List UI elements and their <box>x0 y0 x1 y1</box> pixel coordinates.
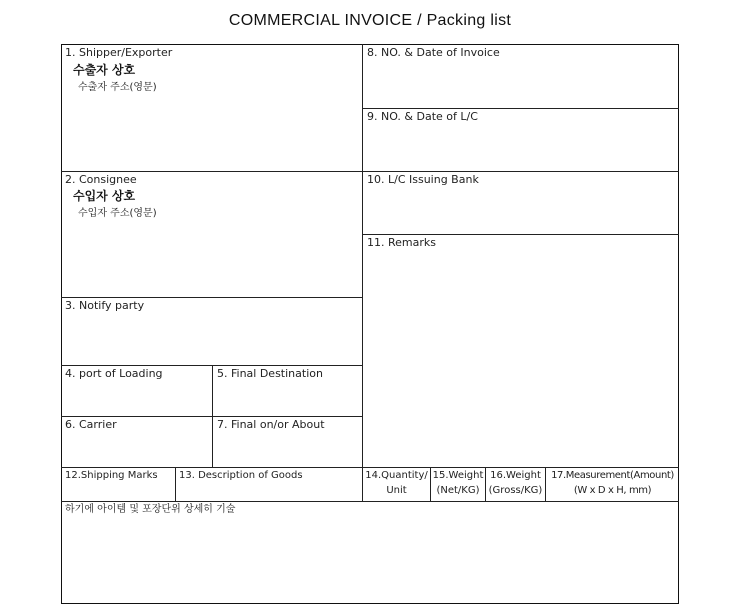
col-header-description: 13. Description of Goods <box>179 470 303 481</box>
lc-no-label: 9. NO. & Date of L/C <box>367 110 478 123</box>
col-header-measurement <box>546 469 679 497</box>
shipper-label: 1. Shipper/Exporter <box>65 46 173 59</box>
consignee-company: 수입자 상호 <box>73 189 136 203</box>
row-line-goods-header <box>61 467 679 468</box>
col-header-gross-weight-line1: 16.Weight <box>490 470 541 481</box>
col-header-gross-weight-line2: (Gross/KG) <box>488 485 543 496</box>
row-line-goods-body <box>61 501 679 502</box>
col-header-measurement-line1: 17.Measurement(Amount) <box>551 470 674 481</box>
invoice-no-label: 8. NO. & Date of Invoice <box>367 46 500 59</box>
col-divider-marks <box>175 468 176 502</box>
row-line-bank <box>362 234 679 235</box>
col-header-marks: 12.Shipping Marks <box>65 470 158 481</box>
col-header-measurement-line2: (W x D x H, mm) <box>573 485 652 496</box>
final-date-label: 7. Final on/or About <box>217 418 325 431</box>
col-header-quantity-line2: Unit <box>386 485 407 496</box>
remarks-label: 11. Remarks <box>367 236 436 249</box>
items-note: 하기에 아이템 및 포장단위 상세히 기술 <box>65 504 236 515</box>
carrier-label: 6. Carrier <box>65 418 117 431</box>
row-line-consignee <box>61 297 362 298</box>
shipper-company: 수출자 상호 <box>73 63 136 77</box>
col-header-quantity-line1: 14.Quantity/ <box>365 470 428 481</box>
loading-label: 4. port of Loading <box>65 367 163 380</box>
notify-label: 3. Notify party <box>65 299 145 312</box>
col-header-quantity <box>363 469 430 497</box>
shipper-address: 수출자 주소(영문) <box>78 82 157 93</box>
row-line-notify <box>61 365 362 366</box>
col-header-net-weight <box>431 469 485 497</box>
col-header-net-weight-line2: (Net/KG) <box>436 485 480 496</box>
consignee-label: 2. Consignee <box>65 173 137 186</box>
consignee-address: 수입자 주소(영문) <box>78 208 157 219</box>
col-header-gross-weight <box>486 469 545 497</box>
document-title: COMMERCIAL INVOICE / Packing list <box>228 12 512 29</box>
destination-label: 5. Final Destination <box>217 367 323 380</box>
col-header-net-weight-line1: 15.Weight <box>432 470 484 481</box>
lc-bank-label: 10. L/C Issuing Bank <box>367 173 479 186</box>
invoice-form <box>61 44 679 604</box>
row-line-invoice <box>362 108 679 109</box>
row-line-loading <box>61 416 362 417</box>
row-line-shipper <box>61 171 679 172</box>
